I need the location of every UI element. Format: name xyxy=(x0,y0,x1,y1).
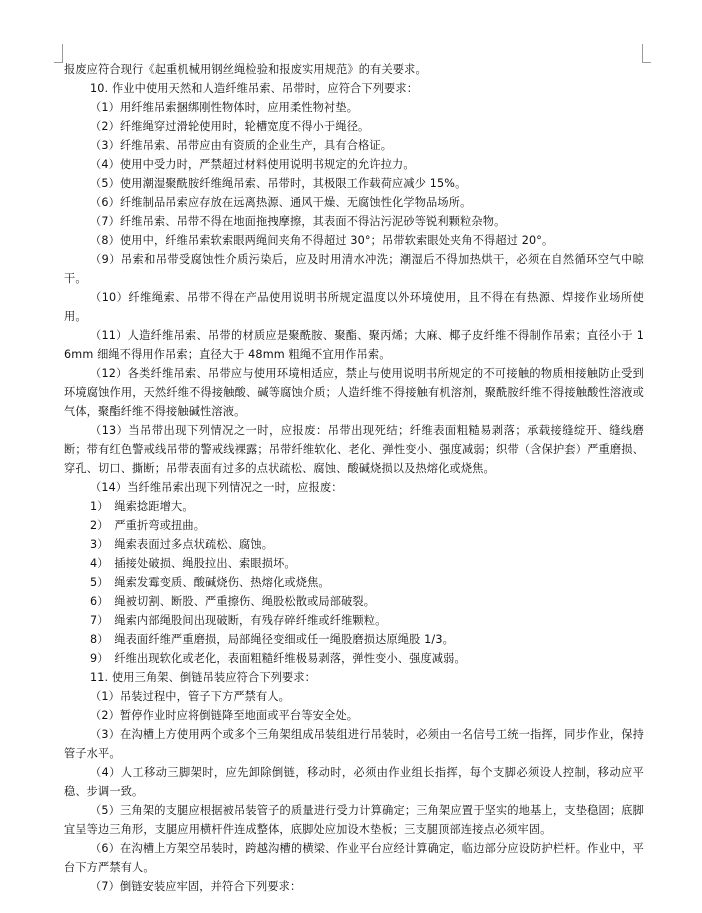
paragraph: （11）人造纤维吊索、吊带的材质应是聚酰胺、聚酯、聚丙烯；大麻、椰子皮纤维不得制作吊索；直径小于 16mm 细绳不得用作吊索；直径大于 48mm 粗绳不宜用作吊索。 xyxy=(64,329,644,361)
paragraph: （2）纤维绳穿过滑轮使用时，轮槽宽度不得小于绳径。 xyxy=(90,120,370,133)
document-body xyxy=(64,60,644,896)
paragraph: （7）倒链安装应牢固，并符合下列要求： xyxy=(90,880,302,893)
list-item: 7） 绳索内部绳股间出现破断，有残存碎纤维或纤维颗粒。 xyxy=(90,614,387,627)
paragraph: （14）当纤维吊索出现下列情况之一时，应报废： xyxy=(90,481,343,494)
paragraph: （9）吊索和吊带受腐蚀性介质污染后，应及时用清水冲洗；潮湿后不得加热烘干，必须在自然循环空气中晾干。 xyxy=(64,253,644,285)
paragraph: （4）使用中受力时，严禁超过材料使用说明书规定的允许拉力。 xyxy=(90,158,415,171)
list-item: 3） 绳索表面过多点状疏松、腐蚀。 xyxy=(90,538,274,551)
paragraph: （7）纤维吊索、吊带不得在地面拖拽摩擦，其表面不得沾污泥砂等锐利颗粒杂物。 xyxy=(90,215,506,228)
paragraph: （13）当吊带出现下列情况之一时，应报废：吊带出现死结；纤维表面粗糙易剥落；承载接缝绽开、缝线磨断；带有红色警戒线吊带的警戒线裸露；吊带纤维软化、老化、弹性变小、强度减弱；织带（含保护套）严重磨损、穿孔、切口、撕断；吊带表面有过多的点状疏松、腐蚀、酸碱烧损以及热熔化或烧焦。 xyxy=(64,424,644,475)
list-item: 5） 绳索发霉变质、酸碱烧伤、热熔化或烧焦。 xyxy=(90,576,330,589)
list-item: 8） 绳表面纤维严重磨损，局部绳径变细或任一绳股磨损达原绳股 1/3。 xyxy=(90,633,454,646)
paragraph: （12）各类纤维吊索、吊带应与使用环境相适应，禁止与使用说明书所规定的不可接触的物质相接触防止受到环境腐蚀作用，天然纤维不得接触酸、碱等腐蚀介质；人造纤维不得接触有机溶剂，聚酰胺纤维不得接触酸性溶液或气体，聚酯纤维不得接触碱性溶液。 xyxy=(64,367,644,418)
list-item: 4） 插接处破损、绳股拉出、索眼损坏。 xyxy=(90,557,296,570)
paragraph: （1）用纤维吊索捆绑刚性物体时，应用柔性物衬垫。 xyxy=(90,101,359,114)
paragraph: （5）三角架的支腿应根据被吊装管子的质量进行受力计算确定；三角架应置于坚实的地基上，支垫稳固；底脚宜呈等边三角形，支腿应用横杆件连成整体，底脚处应加设木垫板；三支腿顶部连接点必须牢固。 xyxy=(64,804,644,836)
paragraph: （5）使用潮湿聚酰胺纤维绳吊索、吊带时，其极限工作载荷应减少 15%。 xyxy=(90,177,467,190)
paragraph: （3）纤维吊索、吊带应由有资质的企业生产，具有合格证。 xyxy=(90,139,393,152)
list-item: 1） 绳索捻距增大。 xyxy=(90,500,194,513)
list-item: 9） 纤维出现软化或老化，表面粗糙纤维极易剥落，弹性变小、强度减弱。 xyxy=(90,652,466,665)
section-11-heading: 11. 使用三角架、倒链吊装应符合下列要求： xyxy=(90,671,317,684)
paragraph: （8）使用中，纤维吊索软索眼两绳间夹角不得超过 30°；吊带软索眼处夹角不得超过 20°。 xyxy=(90,234,554,247)
paragraph: （6）在沟槽上方架空吊装时，跨越沟槽的横梁、作业平台应经计算确定，临边部分应设防护栏杆。作业中，平台下方严禁有人。 xyxy=(64,842,644,874)
section-10-heading: 10. 作业中使用天然和人造纤维吊索、吊带时，应符合下列要求： xyxy=(90,82,419,95)
page-corner-mark-top-left xyxy=(54,44,63,63)
paragraph: （3）在沟槽上方使用两个或多个三角架组成吊装组进行吊装时，必须由一名信号工统一指挥，同步作业，保持管子水平。 xyxy=(64,728,644,760)
paragraph: 报废应符合现行《起重机械用钢丝绳检验和报废实用规范》的有关要求。 xyxy=(64,63,427,76)
paragraph: （1）吊装过程中，管子下方严禁有人。 xyxy=(90,690,291,703)
list-item: 6） 绳被切割、断股、严重擦伤、绳股松散或局部破裂。 xyxy=(90,595,376,608)
paragraph: （4）人工移动三脚架时，应先卸除倒链，移动时，必须由作业组长指挥，每个支脚必须设人控制，移动应平稳、步调一致。 xyxy=(64,766,644,798)
paragraph: （2）暂停作业时应将倒链降至地面或平台等安全处。 xyxy=(90,709,359,722)
list-item: 2） 严重折弯或扭曲。 xyxy=(90,519,206,532)
paragraph: （10）纤维绳索、吊带不得在产品使用说明书所规定温度以外环境使用，且不得在有热源、焊接作业场所使用。 xyxy=(64,291,644,323)
paragraph: （6）纤维制品吊索应存放在远离热源、通风干燥、无腐蚀性化学物品场所。 xyxy=(90,196,472,209)
